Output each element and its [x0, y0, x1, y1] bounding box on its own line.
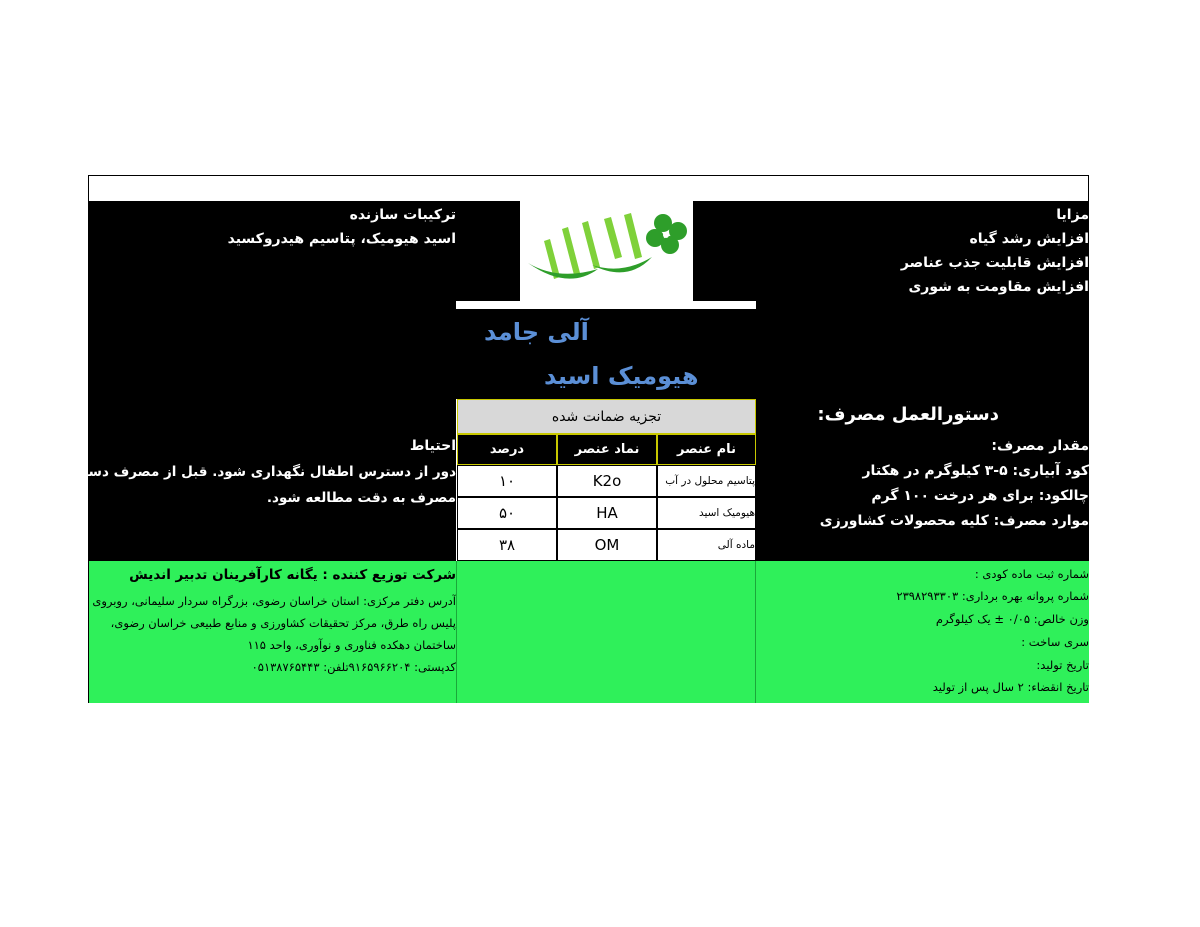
- registration-line-3: وزن خالص: ۰/۰۵ ± یک کیلوگرم: [935, 612, 1089, 626]
- registration-line-2: شماره پروانه بهره برداری: ۲۳۹۸۲۹۳۳۰۳: [896, 589, 1089, 603]
- registration-panel: [756, 561, 1089, 703]
- clover-icon: [520, 201, 693, 304]
- product-label: [28, 175, 1089, 703]
- usage-line-2: چالکود: برای هر درخت ۱۰۰ گرم: [871, 488, 1089, 504]
- caution-title: احتیاط: [409, 438, 456, 454]
- analysis-row-2-name: هیومیک اسید: [657, 497, 756, 529]
- benefit-item-1: افزایش رشد گیاه: [969, 231, 1089, 247]
- address-line-1: آدرس دفتر مرکزی: استان خراسان رضوی، بزرگراه سردار سلیمانی، روبروی: [92, 594, 456, 608]
- usage-title: دستورالعمل مصرف:: [817, 404, 999, 425]
- analysis-header-symbol: نماد عنصر: [557, 434, 657, 465]
- registration-line-4: سری ساخت :: [1021, 635, 1089, 649]
- components-value: اسید هیومیک، پتاسیم هیدروکسید: [227, 231, 456, 247]
- analysis-row-2-percent: ۵۰: [457, 497, 557, 529]
- benefits-usage-panel: [756, 201, 1089, 561]
- registration-line-5: تاریخ تولید:: [1036, 658, 1089, 672]
- product-type: آلی جامد: [484, 318, 589, 346]
- distributor-panel: [89, 561, 456, 703]
- caution-line-2: مصرف به دقت مطالعه شود.: [266, 490, 456, 506]
- product-name: هیومیک اسید: [544, 362, 699, 390]
- analysis-row-1-percent: ۱۰: [457, 465, 557, 497]
- benefits-title: مزایا: [1056, 207, 1089, 223]
- analysis-row-1-name: پتاسیم محلول در آب: [657, 465, 756, 497]
- address-line-4: کدپستی: ۹۱۶۵۹۶۶۲۰۴تلفن: ۰۵۱۳۸۷۶۵۴۴۳: [251, 660, 456, 674]
- analysis-row-3-symbol: OM: [557, 529, 657, 561]
- distributor-title: شرکت توزیع کننده : یگانه کارآفرینان تدبیر اندیش: [129, 567, 456, 583]
- registration-line-6: تاریخ انقضاء: ۲ سال پس از تولید: [932, 680, 1089, 694]
- components-title: تركيبات سازنده: [349, 207, 456, 223]
- middle-green-panel: [456, 561, 756, 703]
- usage-line-3: موارد مصرف: کلیه محصولات کشاورزی: [819, 513, 1089, 529]
- registration-line-1: شماره ثبت ماده کودی :: [974, 567, 1089, 581]
- analysis-row-3-percent: ۳۸: [457, 529, 557, 561]
- usage-amount-label: مقدار مصرف:: [991, 438, 1089, 454]
- address-line-2: پلیس راه طرق، مرکز تحقیقات کشاورزی و منابع طبیعی خراسان رضوی،: [110, 616, 456, 630]
- components-panel: [28, 201, 456, 561]
- benefit-item-3: افزایش مقاومت به شوری: [908, 279, 1089, 295]
- analysis-row-2-symbol: HA: [557, 497, 657, 529]
- middle-top-right-filler: [693, 201, 756, 301]
- address-line-3: ساختمان دهکده فناوری و نوآوری، واحد ۱۱۵: [247, 638, 456, 652]
- analysis-row-1-symbol: K2o: [557, 465, 657, 497]
- analysis-row-3-name: ماده آلی: [657, 529, 756, 561]
- analysis-header-name: نام عنصر: [657, 434, 756, 465]
- analysis-header-percent: درصد: [457, 434, 557, 465]
- usage-line-1: کود آبیاری: ۵-۳ کیلوگرم در هکتار: [862, 463, 1089, 479]
- brand-logo: [520, 201, 693, 304]
- caution-line-1: دور از دسترس اطفال نگهداری شود. قبل از مصرف دستورالعمل: [28, 464, 456, 480]
- benefit-item-2: افزایش قابلیت جذب عناصر: [900, 255, 1089, 271]
- middle-top-left-filler: [456, 201, 520, 301]
- analysis-title: تجزیه ضمانت شده: [457, 399, 756, 434]
